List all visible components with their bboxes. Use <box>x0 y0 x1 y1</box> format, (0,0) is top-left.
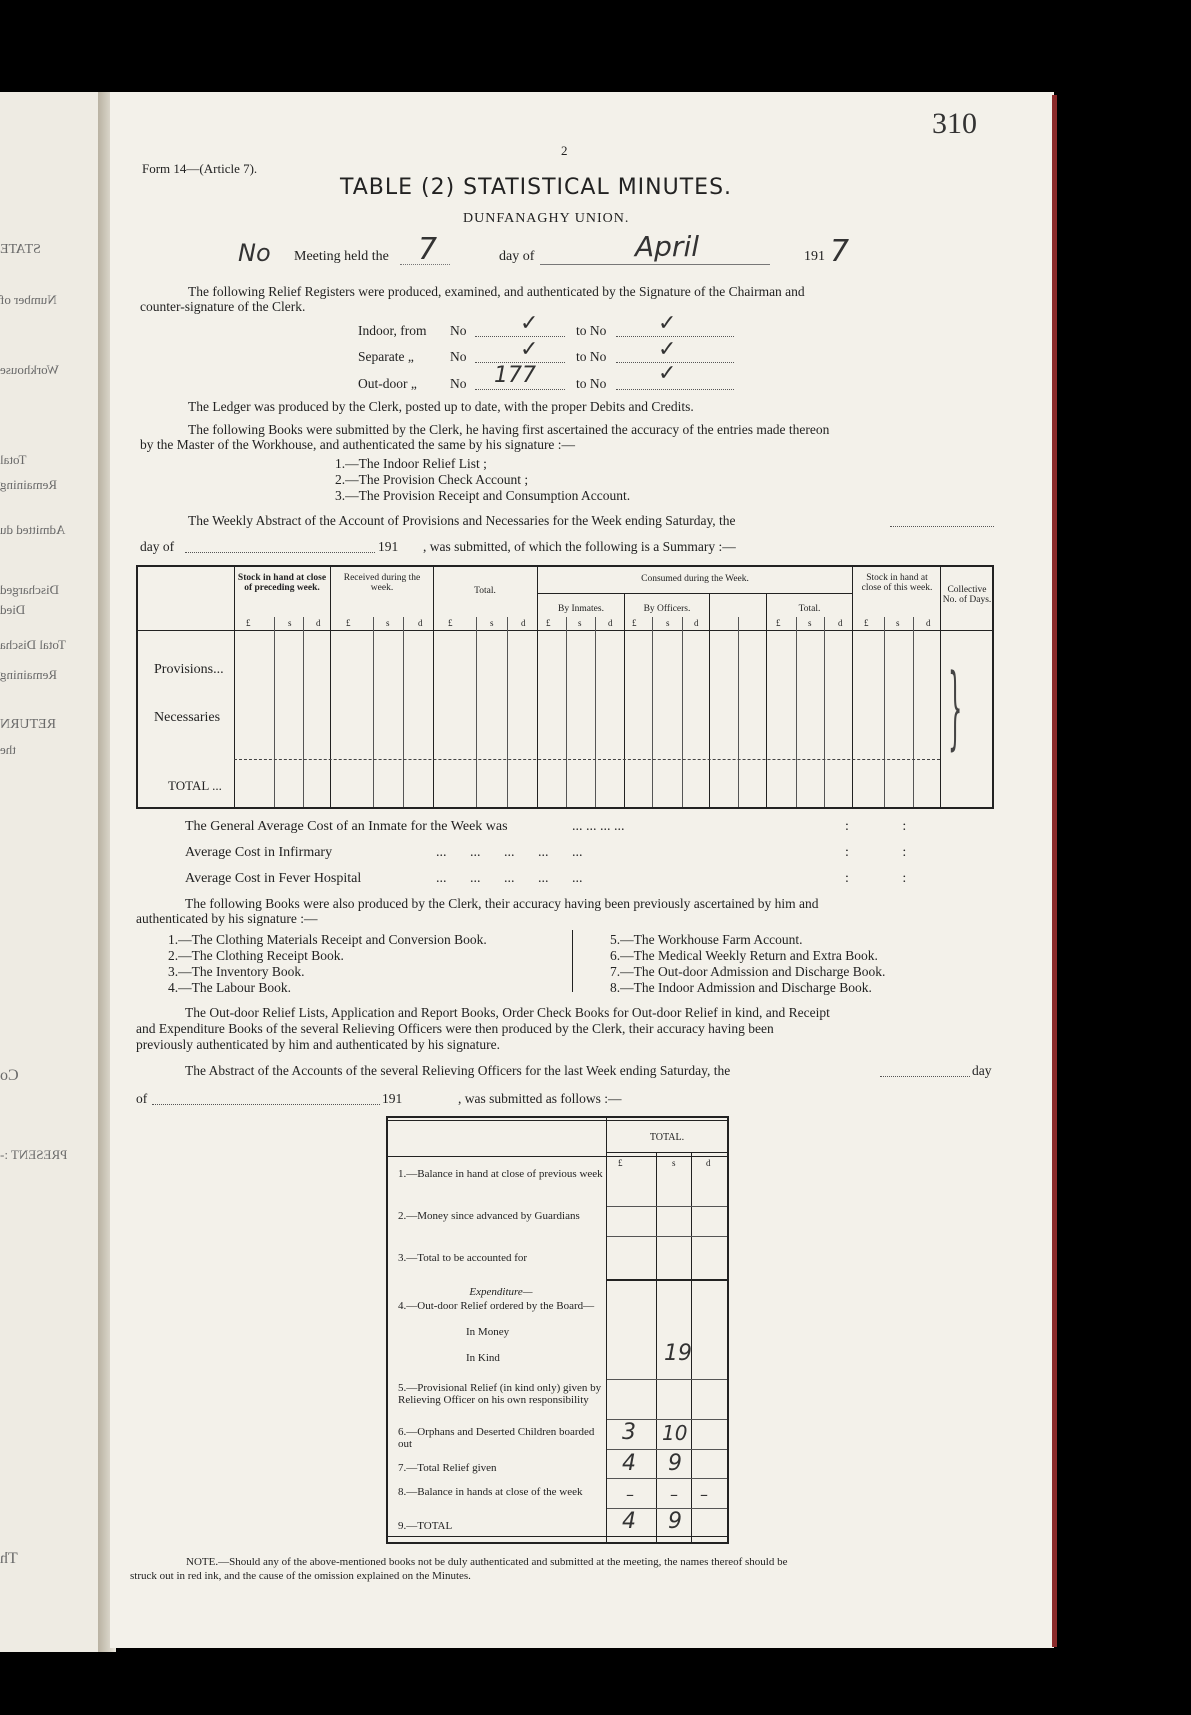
footnote-line1: NOTE.—Should any of the above-mentioned books not be duly authenticated and submitted at the meeting, the names thereof should be <box>186 1556 788 1568</box>
form-label: Form 14—(Article 7). <box>142 161 258 176</box>
row-orphans: 6.—Orphans and Deserted Children boarded out <box>398 1426 595 1450</box>
row-label-total: TOTAL ... <box>168 778 222 793</box>
header-consumed-total: Total. <box>798 604 821 614</box>
left-fragment: Total Discha <box>0 637 66 652</box>
meeting-day-value: 7 <box>418 232 438 267</box>
union-name: DUNFANAGHY UNION. <box>463 211 630 226</box>
page-edge <box>1052 95 1057 1647</box>
average-dots: ... ... ... ... ... <box>436 845 583 860</box>
also-book-item: 6.—The Medical Weekly Return and Extra Book. <box>610 948 878 963</box>
header-stock-prev: Stock in hand at close of preceding week. <box>237 573 327 593</box>
register-label: Indoor, from <box>358 323 427 338</box>
lsd-pound: £ <box>546 618 551 628</box>
provisions-summary-table <box>136 565 994 809</box>
grand-total-shillings: 9 <box>668 1509 682 1534</box>
register-to-value: ✓ <box>658 337 677 362</box>
row-in-money: In Money <box>466 1326 510 1338</box>
register-from-value: 177 <box>494 363 536 388</box>
weekly-abstract-dayof: day of <box>140 539 175 554</box>
left-fragment: PRESENT :- <box>0 1147 68 1162</box>
also-book-item: 7.—The Out-door Admission and Discharge Book. <box>610 964 886 979</box>
row-total-relief: 7.—Total Relief given <box>398 1462 497 1474</box>
register-from-value: ✓ <box>520 311 539 336</box>
lsd-shilling: s <box>288 618 292 628</box>
average-separator: : : <box>845 845 907 860</box>
lsd-shilling: s <box>386 618 390 628</box>
lsd-shilling: s <box>672 1158 676 1168</box>
page-number: 2 <box>561 143 568 158</box>
meeting-dayof-label: day of <box>499 249 535 264</box>
register-to: to No <box>576 349 607 364</box>
orphans-shillings: 10 <box>662 1421 688 1445</box>
register-dots <box>616 389 734 390</box>
register-label: Out-door „ <box>358 376 417 391</box>
header-by-officers: By Officers. <box>643 604 691 614</box>
page-title: TABLE (2) STATISTICAL MINUTES. <box>340 175 733 200</box>
balance-close-pounds: – <box>626 1485 634 1504</box>
header-stock-close: Stock in hand at close of this week. <box>861 573 933 593</box>
average-separator: : : <box>845 819 907 834</box>
left-fragment: Discharged <box>0 582 59 597</box>
lsd-pound: £ <box>346 618 351 628</box>
register-to-value: ✓ <box>658 311 677 336</box>
also-book-item: 5.—The Workhouse Farm Account. <box>610 932 803 947</box>
row-in-kind: In Kind <box>466 1352 500 1364</box>
average-label: Average Cost in Infirmary <box>185 845 333 860</box>
left-fragment: Total <box>0 452 27 467</box>
header-received: Received during the week. <box>343 573 421 593</box>
meeting-month-value: April <box>635 230 699 263</box>
left-fragment: the <box>0 742 16 757</box>
relieving-officers-table <box>386 1116 729 1544</box>
lsd-shilling: s <box>490 618 494 628</box>
month-line <box>540 264 770 265</box>
header-by-inmates: By Inmates. <box>558 604 604 614</box>
abstract-officers-of: of <box>136 1091 148 1106</box>
left-fragment: Workhouse <box>0 362 59 377</box>
meeting-year-prefix: 191 <box>804 249 825 264</box>
total-relief-pounds: 4 <box>622 1451 636 1476</box>
lsd-pence: d <box>838 618 843 628</box>
weekly-abstract-summary: , was submitted, of which the following is a Summary :— <box>423 539 736 554</box>
books-list-item: 1.—The Indoor Relief List ; <box>335 456 487 471</box>
row-expenditure-heading: Expenditure— <box>469 1286 533 1298</box>
row-label-provisions: Provisions... <box>154 662 224 677</box>
abstract-officers-day: day <box>972 1063 992 1078</box>
outdoor-line1: The Out-door Relief Lists, Application and Report Books, Order Check Books for Out-door Relief in kind, and Receipt <box>185 1005 830 1020</box>
row-outdoor-relief: 4.—Out-door Relief ordered by the Board— <box>398 1300 595 1312</box>
books-divider <box>572 930 573 992</box>
average-label: The General Average Cost of an Inmate for the Week was <box>185 819 508 834</box>
row-total-accounted: 3.—Total to be accounted for <box>398 1252 528 1264</box>
balance-close-pence: – <box>700 1485 708 1504</box>
header-consumed: Consumed during the Week. <box>641 574 749 584</box>
relief-intro-line1: The following Relief Registers were produced, examined, and authenticated by the Signature of the Chairman and <box>188 284 805 299</box>
register-no: No <box>450 376 467 391</box>
lsd-pound: £ <box>864 618 869 628</box>
lsd-pound: £ <box>246 618 251 628</box>
meeting-no-value: No <box>238 239 271 267</box>
form-page <box>110 92 1054 1648</box>
in-kind-shillings: 19 <box>664 1341 692 1366</box>
lsd-pound: £ <box>776 618 781 628</box>
lsd-pound: £ <box>632 618 637 628</box>
total-header: TOTAL. <box>649 1132 685 1143</box>
register-to-value: ✓ <box>658 361 677 386</box>
also-book-item: 2.—The Clothing Receipt Book. <box>168 948 344 963</box>
row-balance-close: 8.—Balance in hands at close of the week <box>398 1486 583 1498</box>
weekly-abstract-line1: The Weekly Abstract of the Account of Provisions and Necessaries for the Week ending Saturday, the <box>188 513 736 528</box>
left-fragment: Co <box>0 1067 19 1084</box>
also-book-item: 4.—The Labour Book. <box>168 980 291 995</box>
books-list-item: 2.—The Provision Check Account ; <box>335 472 529 487</box>
lsd-pence: d <box>521 618 526 628</box>
lsd-shilling: s <box>808 618 812 628</box>
lsd-pound: £ <box>618 1158 623 1168</box>
register-from-value: ✓ <box>520 337 539 362</box>
left-fragment: Th <box>0 1550 18 1567</box>
grand-total-pounds: 4 <box>622 1509 636 1534</box>
also-book-item: 1.—The Clothing Materials Receipt and Conversion Book. <box>168 932 487 947</box>
row-provisional-relief: 5.—Provisional Relief (in kind only) given by Relieving Officer on his own responsibility <box>398 1382 602 1406</box>
left-fragment: STATE <box>0 242 41 257</box>
meeting-held-label: Meeting held the <box>294 249 389 264</box>
register-dots <box>475 389 565 390</box>
weekly-abstract-dots <box>185 552 375 553</box>
also-book-item: 8.—The Indoor Admission and Discharge Book. <box>610 980 872 995</box>
row-label-necessaries: Necessaries <box>154 710 221 725</box>
lsd-pence: d <box>608 618 613 628</box>
left-fragment: Number of <box>0 292 57 307</box>
orphans-pounds: 3 <box>622 1420 636 1445</box>
lsd-pence: d <box>706 1158 711 1168</box>
register-label: Separate „ <box>358 349 414 364</box>
also-books-line1: The following Books were also produced by the Clerk, their accuracy having been previously ascertained by him and <box>185 896 819 911</box>
lsd-pence: d <box>316 618 321 628</box>
books-intro-line2: by the Master of the Workhouse, and authenticated the same by his signature :— <box>140 437 576 452</box>
abstract-officers-year: 191 <box>382 1091 403 1106</box>
header-collective: Collective No. of Days. <box>942 585 992 605</box>
row-money-advanced: 2.—Money since advanced by Guardians <box>398 1210 580 1222</box>
left-fragment: Died <box>0 602 26 617</box>
ledger-text: The Ledger was produced by the Clerk, posted up to date, with the proper Debits and Credits. <box>188 399 694 414</box>
left-fragment: Remaining <box>0 477 58 492</box>
abstract-officers-line1: The Abstract of the Accounts of the several Relieving Officers for the last Week ending Saturday, the <box>185 1063 731 1078</box>
row-grand-total: 9.—TOTAL <box>398 1520 453 1532</box>
lsd-pence: d <box>694 618 699 628</box>
relief-intro-line2: counter-signature of the Clerk. <box>140 299 306 314</box>
collective-brace: } <box>948 655 963 760</box>
average-separator: : : <box>845 871 907 886</box>
lsd-pence: d <box>926 618 931 628</box>
outdoor-line2: and Expenditure Books of the several Relieving Officers were then produced by the Clerk, their accuracy having been <box>136 1021 774 1036</box>
header-total: Total. <box>474 586 496 596</box>
abstract-dots <box>880 1076 970 1077</box>
also-books-line2: authenticated by his signature :— <box>136 911 318 926</box>
weekly-abstract-year: 191 <box>378 539 399 554</box>
average-dots: ... ... ... ... ... <box>436 871 583 886</box>
left-fragment: Remaining <box>0 667 58 682</box>
row-balance-previous: 1.—Balance in hand at close of previous week <box>398 1168 603 1180</box>
left-fragment: Admitted du <box>0 522 66 537</box>
lsd-pound: £ <box>448 618 453 628</box>
left-fragment: RETURN <box>0 717 56 732</box>
lsd-shilling: s <box>578 618 582 628</box>
balance-close-shillings: – <box>670 1485 678 1504</box>
lsd-shilling: s <box>896 618 900 628</box>
total-relief-shillings: 9 <box>668 1451 682 1476</box>
footnote-line2: struck out in red ink, and the cause of the omission explained on the Minutes. <box>130 1570 471 1582</box>
left-facing-page <box>0 92 112 1652</box>
lsd-shilling: s <box>666 618 670 628</box>
lsd-pence: d <box>418 618 423 628</box>
books-intro-line1: The following Books were submitted by the Clerk, he having first ascertained the accuracy of the entries made thereon <box>188 422 830 437</box>
abstract-officers-submitted: , was submitted as follows :— <box>458 1091 622 1106</box>
meeting-year-value: 7 <box>830 234 850 269</box>
average-dots: ... ... ... ... <box>572 819 625 834</box>
stamp-number: 310 <box>932 107 977 140</box>
register-to: to No <box>576 323 607 338</box>
weekly-abstract-dots <box>890 526 994 527</box>
register-no: No <box>450 349 467 364</box>
register-to: to No <box>576 376 607 391</box>
average-label: Average Cost in Fever Hospital <box>185 871 362 886</box>
books-list-item: 3.—The Provision Receipt and Consumption Account. <box>335 488 631 503</box>
outdoor-line3: previously authenticated by him and authenticated by his signature. <box>136 1037 501 1052</box>
register-no: No <box>450 323 467 338</box>
abstract-dots <box>152 1104 380 1105</box>
also-book-item: 3.—The Inventory Book. <box>168 964 305 979</box>
